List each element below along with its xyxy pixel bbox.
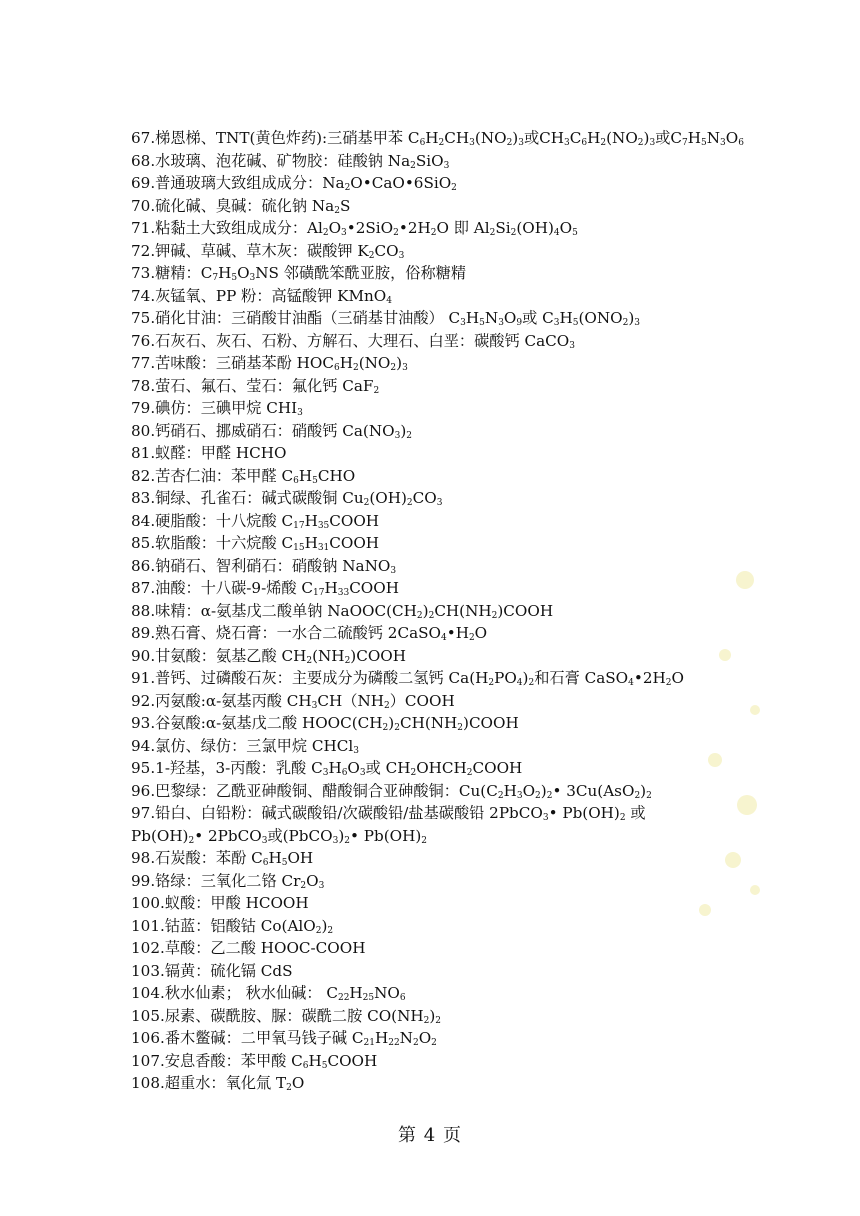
text-line: 76.石灰石、灰石、石粉、方解石、大理石、白垩：碳酸钙 CaCO$_3$ <box>131 331 575 351</box>
text-line: 100.蚁酸：甲酸 HCOOH <box>131 894 309 912</box>
text-line: 96.巴黎绿：乙酰亚砷酸铜、醋酸铜合亚砷酸铜：$Cu(C_2H_3O_2)_2•$ $3Cu(AsO_2)_2$ <box>131 781 652 801</box>
text-line: 94.氯仿、绿仿：三氯甲烷 CHCl$_3$ <box>131 736 359 756</box>
page-number: 第 4 页 <box>398 1125 462 1146</box>
text-line: 107.安息香酸：苯甲酸 $C_6H_5COOH$ <box>131 1051 378 1071</box>
text-line: 72.钾碱、草碱、草木灰：碳酸钾 $K_2CO_3$ <box>131 241 405 261</box>
text-line: 68.水玻璃、泡花碱、矿物胶：硅酸钠 $Na_2SiO_3$ <box>131 151 450 171</box>
document-body <box>131 127 751 1095</box>
text-line: 71.粘黏土大致组成成分：$Al_2O_3•2SiO_2•2H_2O$ 即 $Al_2Si_2(OH)_4O_5$ <box>131 219 578 238</box>
text-line: 92.丙氨酸:α-氨基丙酸 $CH_3CH(NH_2)COOH$ <box>131 691 455 711</box>
text-line: 87.油酸：十八碳-9-烯酸 $C_{17}H_{33}COOH$ <box>131 579 399 598</box>
text-line: 106.番木鳖碱：二甲氧马钱子碱 $C_{21}H_{22}N_2O_2$ <box>131 1029 437 1048</box>
text-line: 82.苦杏仁油：苯甲醛 $C_6H_5CHO$ <box>131 466 356 486</box>
text-line: 91.普钙、过磷酸石灰：主要成分为磷酸二氢钙 $Ca(H_2PO_4)_2$和石膏 $CaSO_4•2H_2O$ <box>131 669 684 688</box>
text-line: 79.碘仿：三碘甲烷 $CHI_3$ <box>131 399 303 418</box>
text-line: 98.石炭酸：苯酚 $C_6H_5OH$ <box>131 849 314 868</box>
text-line: 75.硝化甘油：三硝酸甘油酯（三硝基甘油酸） $C_3H_5N_3O_9$或 $C_3H_5(ONO_2)_3$ <box>131 309 640 328</box>
text-line: 86.钠硝石、智利硝石：硝酸钠 NaNO$_3$ <box>131 556 397 576</box>
text-line: 89.熟石膏、烧石膏：一水合二硫酸钙 $2CaSO_4•H_2O$ <box>131 624 488 643</box>
text-line: 84.硬脂酸：十八烷酸 $C_{17}H_{35}COOH$ <box>131 511 380 531</box>
text-line: $Pb(OH)_2•$ 2PbCO$_3$或$(PbCO_3)_2•$ $Pb(OH)_2$ <box>131 826 427 846</box>
text-line: 90.甘氨酸：氨基乙酸 $CH_2(NH_2)COOH$ <box>131 646 406 666</box>
text-line: 77.苦味酸：三硝基苯酚 $HOC_6H_2(NO_2)_3$ <box>131 354 408 373</box>
text-line: 99.铬绿：三氧化二铬 $Cr_2O_3$ <box>131 871 325 891</box>
text-line: 70.硫化碱、臭碱：硫化钠 $Na_2S$ <box>131 196 351 216</box>
text-line: 78.萤石、氟石、莹石：氟化钙 CaF$_2$ <box>131 376 380 396</box>
text-line: 104.秋水仙素； 秋水仙碱： $C_{22}H_{25}NO_6$ <box>131 984 406 1003</box>
text-line: 105.尿素、碳酰胺、脲：碳酰二胺 $CO(NH_2)_2$ <box>131 1006 442 1026</box>
text-line: 81.蚁醛：甲醛 HCHO <box>131 444 287 462</box>
text-line: 88.味精：α-氨基戊二酸单钠 $NaOOC(CH_2)_2CH(NH_2)COOH$ <box>131 601 554 621</box>
text-line: 95.1-羟基，3-丙酸：乳酸 $C_3H_6O_3$或 $CH_2OHCH_2COOH$ <box>131 759 523 778</box>
text-line: 74.灰锰氧、PP 粉：高锰酸钾 KMnO$_4$ <box>131 286 392 306</box>
text-line: 108.超重水：氧化氚 $T_2O$ <box>131 1074 305 1093</box>
text-line: 80.钙硝石、挪威硝石：硝酸钙 $Ca(NO_3)_2$ <box>131 421 412 441</box>
text-line: 101.钴蓝：铝酸钴 $Co(AlO_2)_2$ <box>131 916 334 936</box>
text-line: 67.梯恩梯、TNT(黄色炸药):三硝基甲苯 $C_6H_2CH_3(NO_2)_3$或$CH_3C_6H_2(NO_2)_3$或$C_7H_5N_3O_6$ <box>131 129 744 148</box>
text-line: 102.草酸：乙二酸 HOOC-COOH <box>131 939 366 957</box>
text-line: 93.谷氨酸:α-氨基戊二酸 $HOOC(CH_2)_2CH(NH_2)COOH$ <box>131 714 519 733</box>
text-line: 97.铅白、白铅粉：碱式碳酸铅/次碳酸铅/盐基碳酸铅 2PbCO$_3$• $Pb(OH)_2$ 或 <box>131 804 646 823</box>
text-line: 69.普通玻璃大致组成成分：$Na_2O•CaO•6SiO_2$ <box>131 174 457 193</box>
text-line: 103.镉黄：硫化镉 CdS <box>131 961 293 980</box>
text-line: 85.软脂酸：十六烷酸 $C_{15}H_{31}COOH$ <box>131 534 380 553</box>
text-line: 83.铜绿、孔雀石：碱式碳酸铜 $Cu_2(OH)_2CO_3$ <box>131 489 443 508</box>
text-line: 73.糖精：$C_7H_5O_3NS$ 邻磺酰笨酰亚胺，俗称糖精 <box>131 264 467 283</box>
